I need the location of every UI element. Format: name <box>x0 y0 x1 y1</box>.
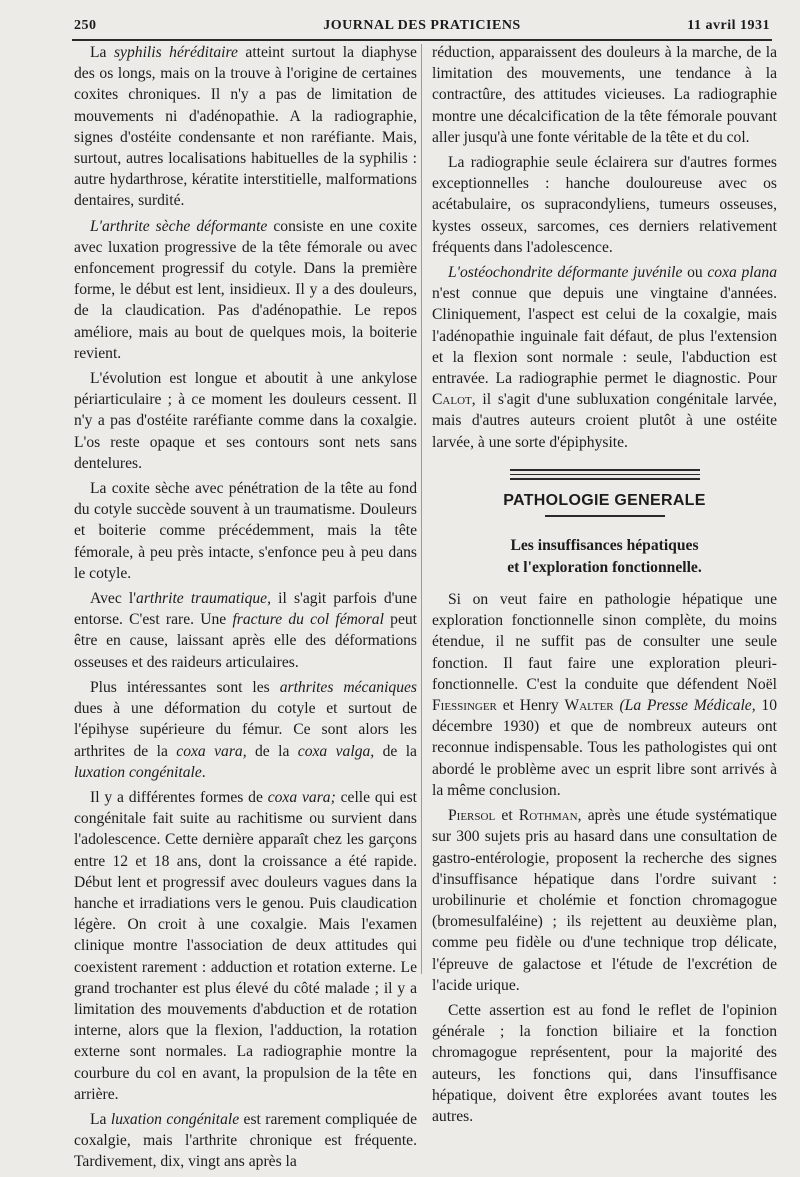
paragraph: La syphilis héréditaire atteint surtout la diaphyse des os longs, mais on la trouve à l'origine de certaines coxites chroniques. Il n'y a pas de limitation de mouvements ni d'adénopathie. A la radiographie, signes d'ostéite condensante et non raréfiante. Mais, surtout, autres localisations habituelles de la syphilis : autre hydarthrose, kératite interstitielle, malformations dentaires, surdité. <box>74 44 417 210</box>
column-divider <box>421 44 422 974</box>
paragraph: Plus intéressantes sont les arthrites mécaniques dues à une déformation du cotyle et surtout de l'épihyse supérieure du fémur. Ce sont alors les arthrites de la coxa vara, de la coxa valga, de la luxation congénitale. <box>74 678 417 781</box>
paragraph: L'arthrite sèche déformante consiste en une coxite avec luxation progressive de la tête fémorale ou avec enfoncement progressif du cotyle. Dans la première forme, le début est lent, insidieux. Il y a des douleurs, de la claudication. Pas d'adénopathie. Le repos améliore, mais au bout de quelques mois, la boiterie revient. <box>74 217 418 362</box>
paragraph: Cette assertion est au fond le reflet de l'opinion générale ; la fonction biliaire et la fonction chromagogue représentent, pour la majorité des auteurs, les fonctions qui, dans l'insuffisance hépatique, doivent être explorées avant toutes les autres. <box>432 1001 777 1125</box>
left-column <box>74 42 417 1177</box>
paragraph: Si on veut faire en pathologie hépatique une exploration fonctionnelle sinon complète, du moins étendue, il ne suffit pas de consulter une seule fonction. Il faut faire une exploration pleuri-fonctionnelle. C'est la conduite que défendent Noël Fiessinger et Henry Walter (La Presse Médicale, 10 décembre 1930) et que de nombreux auteurs ont reconnue indispensable. Tous les pathologistes qui ont abordé le problème avec un esprit libre sont arrivés à la même conclusion. <box>432 591 777 799</box>
paragraph: La coxite sèche avec pénétration de la tête au fond du cotyle succède souvent à un traumatisme. Douleurs et boiterie comme précédemment, mais la tête fémorale, à peu près intacte, s'enfonce peu à peu dans le cotyle. <box>74 480 417 582</box>
section-title: PATHOLOGIE GENERALE <box>503 491 706 509</box>
paragraph: La radiographie seule éclairera sur d'autres formes exceptionnelles : hanche douloureuse avec os acétabulaire, os supracondyliens, tumeurs osseuses, kystes osseux, sarcomes, ces derniers relativement fréquents dans l'adolescence. <box>432 154 777 256</box>
paragraph: réduction, apparaissent des douleurs à la marche, de la limitation des mouvements, une tendance à la contractûre, des attitudes vicieuses. La radiographie montre une décalcification de la tête fémorale pouvant aller jusqu'à une fonte véritable de la tête et du col. <box>432 44 777 146</box>
paragraph: Piersol et Rothman, après une étude systématique sur 300 sujets pris au hasard dans une consultation de gastro-entérologie, proposent la recherche des signes d'insuffisance hépatique dans l'ordre suivant : urobilinurie et cholémie et fonction chromagogue (bromesulfaléine) ; ils rejettent au deuxième plan, comme peu fidèle ou d'une technique trop délicate, l'épreuve de galactose et l'étude de l'excrétion de l'acide urique. <box>432 807 777 994</box>
paragraph: Avec l'arthrite traumatique, il s'agit parfois d'une entorse. C'est rare. Une fracture du col fémoral peut être en cause, laissant après elle des déformations osseuses et des raideurs articulaires. <box>74 590 418 671</box>
paragraph: L'évolution est longue et aboutit à une ankylose périarticulaire ; à ce moment les douleurs cessent. Il n'y a pas d'ostéite raréfiante comme dans la coxalgie. L'os reste opaque et ses contours sont nets sans dentelures. <box>74 370 417 472</box>
journal-title: JOURNAL DES PRATICIENS <box>323 18 521 33</box>
section-title-rule <box>545 515 665 517</box>
right-column <box>432 42 777 1131</box>
paragraph: Il y a différentes formes de coxa vara; celle qui est congénitale fait suite au rachitisme ou survient dans l'adolescence. Cette dernière apparaît chez les garçons entre 12 et 18 ans, dont la croissance a été rapide. Début lent et progressif avec douleurs vagues dans la hanche et irradiations vers le genou. Puis claudication légère. On croit à une coxalgie. Mais l'examen clinique montre l'association de deux attitudes qui coexistent rarement : adduction et rotation externe. Le grand trochanter est plus élevé du côté malade ; il y a limitation des mouvements d'abduction et de rotation interne, alors que la flexion, l'adduction, la rotation externe sont normales. La radiographie montre la courbure du col en avant, la propulsion de la tête en arrière. <box>74 788 417 1103</box>
header-rule <box>72 39 772 41</box>
running-header <box>74 16 770 38</box>
issue-date: 11 avril 1931 <box>687 18 770 33</box>
paragraph: La luxation congénitale est rarement compliquée de coxalgie, mais l'arthrite chronique est fréquente. Tardivement, dix, vingt ans après la <box>74 1110 417 1171</box>
article-title-line-1: Les insuffisances hépatiques <box>510 537 699 555</box>
page-number: 250 <box>74 18 97 33</box>
article-title-line-2: et l'exploration fonctionnelle. <box>507 559 702 577</box>
paragraph: L'ostéochondrite déformante juvénile ou coxa plana n'est connue que depuis une vingtaine d'années. Cliniquement, l'aspect est celui de la coxalgie, mais l'adénopathie inguinale fait défaut, de plus l'extension et la flexion sont normale : seule, l'abduction est entravée. La radiographie permet le diagnostic. Pour Calot, il s'agit d'une subluxation congénitale larvée, mais d'autres auteurs croient plutôt à une ostéite larvée, à une sorte d'épiphysite. <box>432 264 778 451</box>
section-ornament <box>510 469 700 480</box>
